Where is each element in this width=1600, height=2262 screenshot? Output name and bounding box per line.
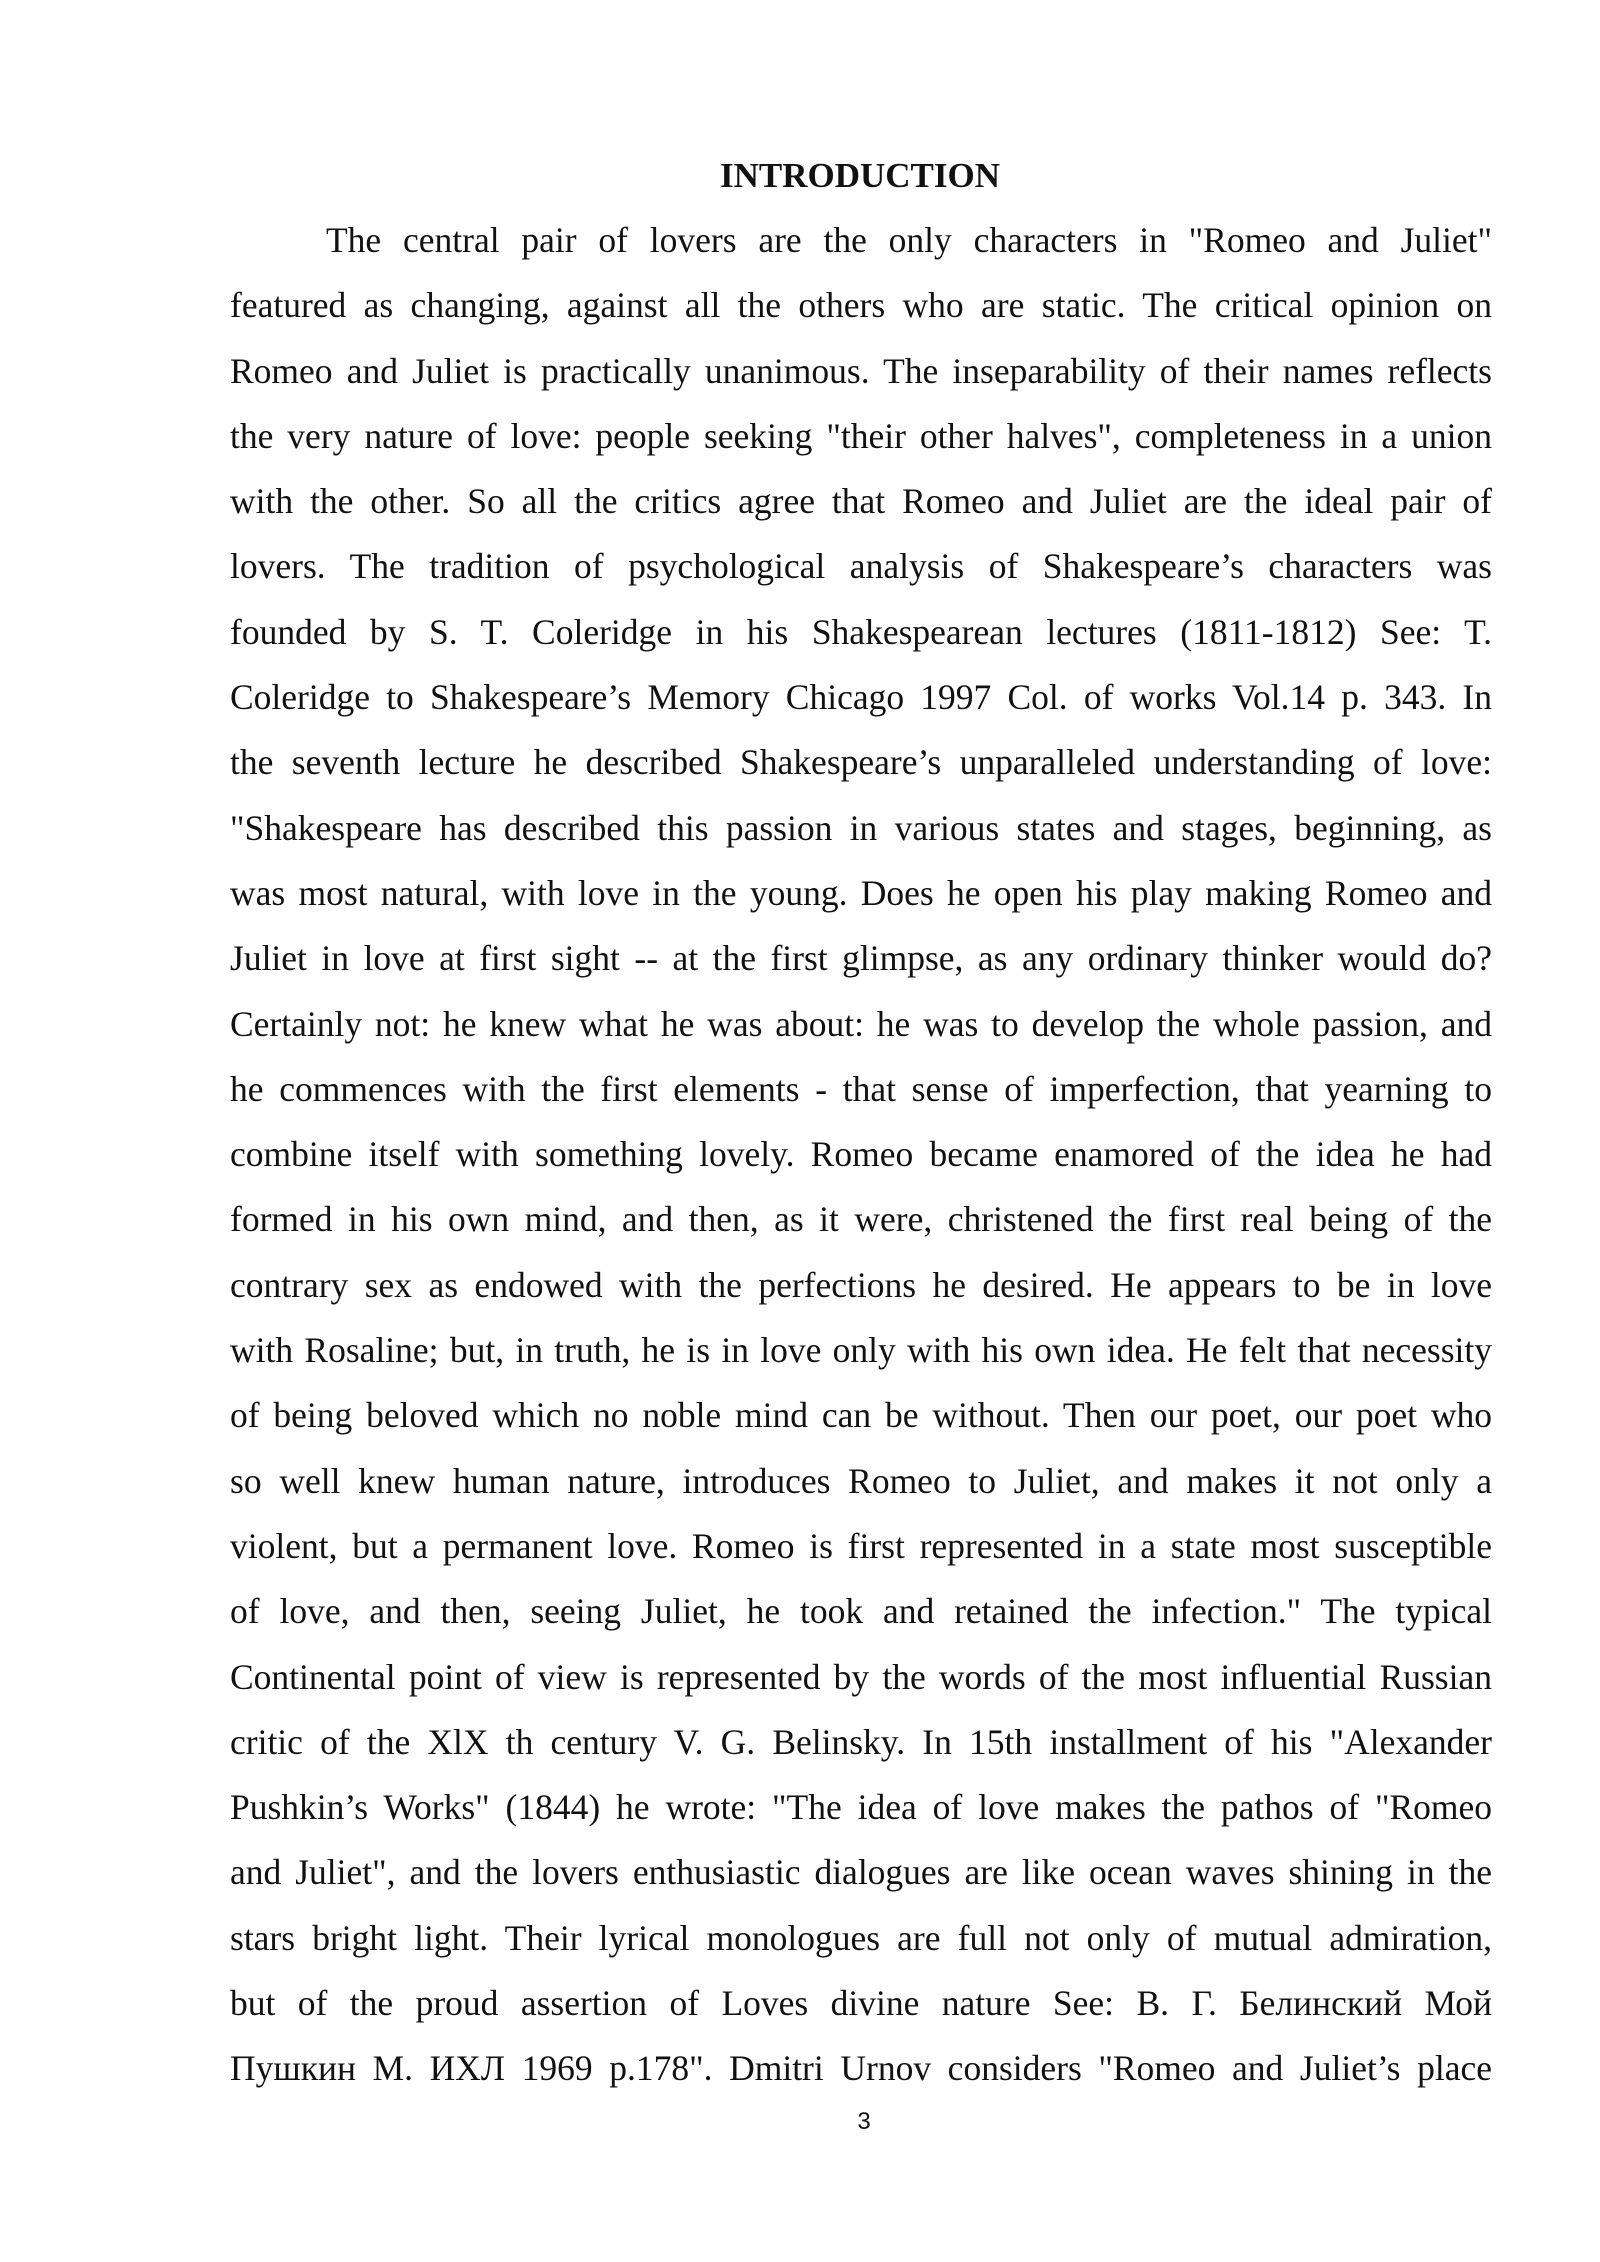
text-line: Пушкин М. ИХЛ 1969 p.178". Dmitri Urnov considers "Romeo and Juliet’s place [230, 2048, 1492, 2089]
text-line: was most natural, with love in the young. Does he open his play making Romeo and [230, 872, 1492, 913]
body-text [230, 208, 1492, 2102]
text-line: The central pair of lovers are the only characters in "Romeo and Juliet" [326, 220, 1492, 260]
text-line: so well knew human nature, introduces Romeo to Juliet, and makes it not only a [230, 1460, 1492, 1501]
text-line: with the other. So all the critics agree that Romeo and Juliet are the ideal pair of [230, 481, 1492, 522]
text-line: Continental point of view is represented by the words of the most influential Russian [230, 1656, 1492, 1697]
text-line: stars bright light. Their lyrical monologues are full not only of mutual admiration, [230, 1917, 1492, 1958]
section-heading: INTRODUCTION [719, 156, 1001, 195]
text-line: contrary sex as endowed with the perfections he desired. He appears to be in love [230, 1264, 1492, 1305]
text-line: and Juliet", and the lovers enthusiastic dialogues are like ocean waves shining in the [230, 1852, 1492, 1893]
text-line: combine itself with something lovely. Romeo became enamored of the idea he had [230, 1134, 1492, 1175]
text-line: he commences with the first elements - that sense of imperfection, that yearning to [230, 1068, 1492, 1109]
text-line: the very nature of love: people seeking "their other halves", completeness in a union [230, 415, 1492, 456]
text-line: the seventh lecture he described Shakespeare’s unparalleled understanding of love: [230, 742, 1492, 783]
text-line: Juliet in love at first sight -- at the first glimpse, as any ordinary thinker would do? [230, 938, 1492, 979]
page-number: 3 [857, 2108, 871, 2135]
text-line: Certainly not: he knew what he was about: he was to develop the whole passion, and [230, 1003, 1492, 1044]
text-line: of love, and then, seeing Juliet, he took and retained the infection." The typical [230, 1591, 1492, 1632]
text-line: featured as changing, against all the others who are static. The critical opinion on [230, 285, 1492, 326]
text-line: founded by S. T. Coleridge in his Shakespearean lectures (1811-1812) See: T. [230, 611, 1492, 652]
text-line: Romeo and Juliet is practically unanimous. The inseparability of their names reflects [230, 350, 1492, 391]
text-line: Coleridge to Shakespeare’s Memory Chicago 1997 Col. of works Vol.14 p. 343. In [230, 677, 1492, 718]
text-line: but of the proud assertion of Loves divine nature See: В. Г. Белинский Мой [230, 1983, 1492, 2024]
text-line: with Rosaline; but, in truth, he is in love only with his own idea. He felt that necessity [230, 1330, 1492, 1371]
text-line: critic of the XlX th century V. G. Belinsky. In 15th installment of his "Alexander [230, 1721, 1492, 1762]
text-line: of being beloved which no noble mind can be without. Then our poet, our poet who [230, 1395, 1492, 1436]
text-line: lovers. The tradition of psychological analysis of Shakespeare’s characters was [230, 546, 1492, 587]
text-line: "Shakespeare has described this passion in various states and stages, beginning, as [230, 807, 1492, 848]
text-line: violent, but a permanent love. Romeo is first represented in a state most susceptible [230, 1525, 1492, 1566]
text-line: formed in his own mind, and then, as it were, christened the first real being of the [230, 1199, 1492, 1240]
text-line: Pushkin’s Works" (1844) he wrote: "The idea of love makes the pathos of "Romeo [230, 1787, 1492, 1828]
